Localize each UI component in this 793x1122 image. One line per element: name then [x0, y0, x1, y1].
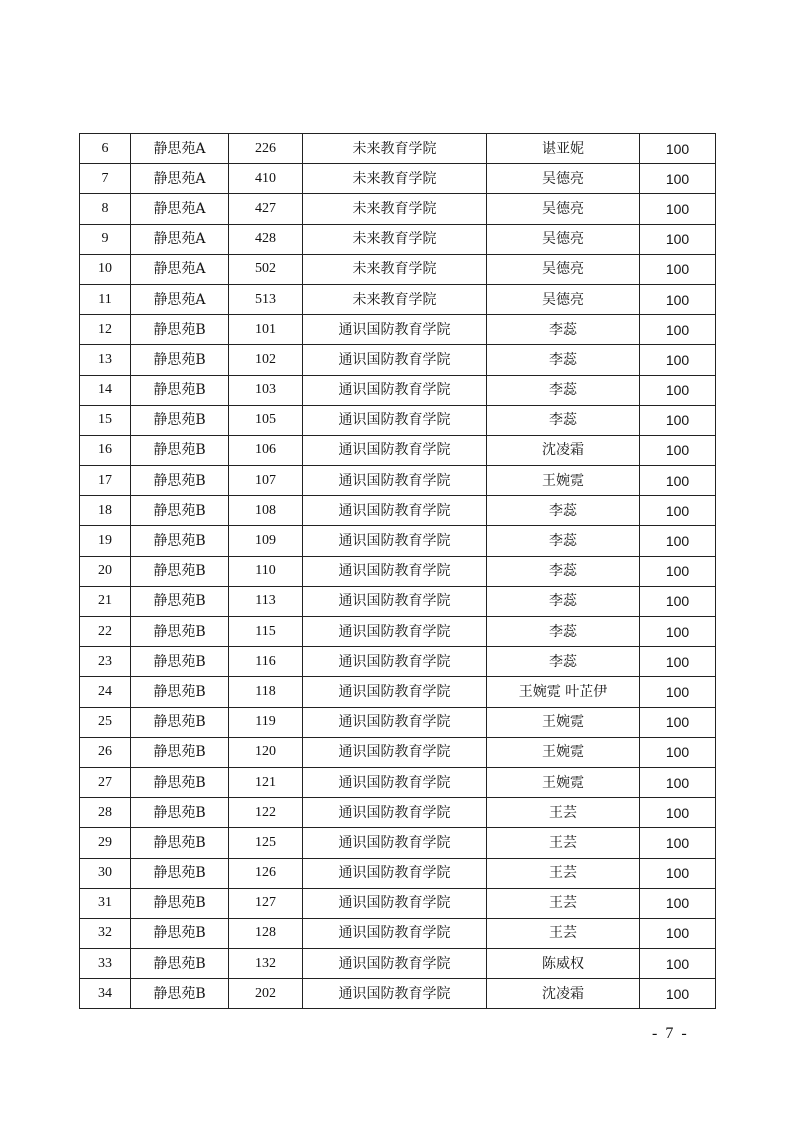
room-number-cell: 502: [229, 254, 303, 284]
college-cell: 通识国防教育学院: [303, 647, 487, 677]
person-cell: 陈威权: [487, 949, 640, 979]
room-number-cell: 102: [229, 345, 303, 375]
table-row: [80, 466, 716, 496]
score-cell: 100: [640, 315, 716, 345]
room-number-cell: 120: [229, 737, 303, 767]
person-cell: 李蕊: [487, 315, 640, 345]
table-row: [80, 979, 716, 1009]
room-number-cell: 103: [229, 375, 303, 405]
person-cell: 吴德亮: [487, 254, 640, 284]
table-row: [80, 134, 716, 164]
room-number-cell: 127: [229, 888, 303, 918]
score-cell: 100: [640, 405, 716, 435]
room-number-cell: 202: [229, 979, 303, 1009]
table-row: [80, 315, 716, 345]
person-cell: 王婉霓: [487, 707, 640, 737]
table-row: [80, 888, 716, 918]
building-cell: 静思苑B: [131, 617, 229, 647]
row-number-cell: 9: [80, 224, 131, 254]
row-number-cell: 17: [80, 466, 131, 496]
college-cell: 通识国防教育学院: [303, 435, 487, 465]
row-number-cell: 8: [80, 194, 131, 224]
row-number-cell: 27: [80, 767, 131, 797]
college-cell: 未来教育学院: [303, 284, 487, 314]
person-cell: 王婉霓: [487, 737, 640, 767]
college-cell: 通识国防教育学院: [303, 888, 487, 918]
row-number-cell: 31: [80, 888, 131, 918]
score-cell: 100: [640, 586, 716, 616]
table-row: [80, 164, 716, 194]
person-cell: 李蕊: [487, 405, 640, 435]
person-cell: 李蕊: [487, 526, 640, 556]
row-number-cell: 14: [80, 375, 131, 405]
row-number-cell: 24: [80, 677, 131, 707]
room-number-cell: 110: [229, 556, 303, 586]
room-number-cell: 410: [229, 164, 303, 194]
row-number-cell: 20: [80, 556, 131, 586]
college-cell: 通识国防教育学院: [303, 767, 487, 797]
college-cell: 未来教育学院: [303, 224, 487, 254]
score-cell: 100: [640, 767, 716, 797]
building-cell: 静思苑B: [131, 677, 229, 707]
college-cell: 通识国防教育学院: [303, 737, 487, 767]
table-row: [80, 556, 716, 586]
building-cell: 静思苑B: [131, 918, 229, 948]
table-row: [80, 647, 716, 677]
score-cell: 100: [640, 526, 716, 556]
score-cell: 100: [640, 284, 716, 314]
row-number-cell: 25: [80, 707, 131, 737]
building-cell: 静思苑B: [131, 949, 229, 979]
score-cell: 100: [640, 164, 716, 194]
college-cell: 通识国防教育学院: [303, 858, 487, 888]
row-number-cell: 7: [80, 164, 131, 194]
building-cell: 静思苑B: [131, 496, 229, 526]
table-row: [80, 707, 716, 737]
score-cell: 100: [640, 677, 716, 707]
person-cell: 王婉霓 叶芷伊: [487, 677, 640, 707]
table-row: [80, 677, 716, 707]
college-cell: 未来教育学院: [303, 164, 487, 194]
college-cell: 通识国防教育学院: [303, 707, 487, 737]
score-cell: 100: [640, 375, 716, 405]
score-cell: 100: [640, 556, 716, 586]
table-row: [80, 375, 716, 405]
score-cell: 100: [640, 345, 716, 375]
table-row: [80, 586, 716, 616]
building-cell: 静思苑B: [131, 767, 229, 797]
person-cell: 谌亚妮: [487, 134, 640, 164]
table-row: [80, 767, 716, 797]
row-number-cell: 33: [80, 949, 131, 979]
college-cell: 通识国防教育学院: [303, 556, 487, 586]
table-row: [80, 858, 716, 888]
college-cell: 通识国防教育学院: [303, 345, 487, 375]
college-cell: 通识国防教育学院: [303, 828, 487, 858]
room-number-cell: 113: [229, 586, 303, 616]
row-number-cell: 15: [80, 405, 131, 435]
person-cell: 王芸: [487, 858, 640, 888]
building-cell: 静思苑B: [131, 647, 229, 677]
college-cell: 通识国防教育学院: [303, 375, 487, 405]
building-cell: 静思苑B: [131, 375, 229, 405]
row-number-cell: 13: [80, 345, 131, 375]
room-number-cell: 226: [229, 134, 303, 164]
score-cell: 100: [640, 888, 716, 918]
row-number-cell: 30: [80, 858, 131, 888]
building-cell: 静思苑B: [131, 707, 229, 737]
row-number-cell: 34: [80, 979, 131, 1009]
person-cell: 王芸: [487, 828, 640, 858]
row-number-cell: 19: [80, 526, 131, 556]
table-row: [80, 828, 716, 858]
row-number-cell: 23: [80, 647, 131, 677]
building-cell: 静思苑B: [131, 435, 229, 465]
building-cell: 静思苑A: [131, 134, 229, 164]
row-number-cell: 28: [80, 798, 131, 828]
room-number-cell: 107: [229, 466, 303, 496]
table-row: [80, 345, 716, 375]
room-number-cell: 428: [229, 224, 303, 254]
row-number-cell: 10: [80, 254, 131, 284]
room-number-cell: 427: [229, 194, 303, 224]
college-cell: 通识国防教育学院: [303, 677, 487, 707]
row-number-cell: 12: [80, 315, 131, 345]
row-number-cell: 21: [80, 586, 131, 616]
building-cell: 静思苑A: [131, 254, 229, 284]
person-cell: 李蕊: [487, 345, 640, 375]
college-cell: 通识国防教育学院: [303, 526, 487, 556]
room-number-cell: 121: [229, 767, 303, 797]
room-number-cell: 118: [229, 677, 303, 707]
person-cell: 李蕊: [487, 375, 640, 405]
score-cell: 100: [640, 979, 716, 1009]
person-cell: 王婉霓: [487, 767, 640, 797]
score-cell: 100: [640, 435, 716, 465]
building-cell: 静思苑B: [131, 828, 229, 858]
room-number-cell: 132: [229, 949, 303, 979]
person-cell: 王芸: [487, 888, 640, 918]
building-cell: 静思苑A: [131, 194, 229, 224]
person-cell: 吴德亮: [487, 164, 640, 194]
college-cell: 通识国防教育学院: [303, 979, 487, 1009]
table-row: [80, 224, 716, 254]
row-number-cell: 22: [80, 617, 131, 647]
room-number-cell: 106: [229, 435, 303, 465]
room-number-cell: 105: [229, 405, 303, 435]
person-cell: 王芸: [487, 918, 640, 948]
table-row: [80, 798, 716, 828]
dormitory-score-table: [79, 133, 716, 1009]
score-cell: 100: [640, 466, 716, 496]
college-cell: 未来教育学院: [303, 194, 487, 224]
college-cell: 通识国防教育学院: [303, 315, 487, 345]
score-cell: 100: [640, 224, 716, 254]
college-cell: 通识国防教育学院: [303, 496, 487, 526]
building-cell: 静思苑A: [131, 224, 229, 254]
table-row: [80, 737, 716, 767]
row-number-cell: 6: [80, 134, 131, 164]
score-cell: 100: [640, 647, 716, 677]
room-number-cell: 125: [229, 828, 303, 858]
college-cell: 通识国防教育学院: [303, 617, 487, 647]
person-cell: 吴德亮: [487, 284, 640, 314]
college-cell: 通识国防教育学院: [303, 405, 487, 435]
person-cell: 吴德亮: [487, 194, 640, 224]
score-cell: 100: [640, 134, 716, 164]
college-cell: 通识国防教育学院: [303, 798, 487, 828]
person-cell: 李蕊: [487, 496, 640, 526]
person-cell: 李蕊: [487, 586, 640, 616]
person-cell: 王婉霓: [487, 466, 640, 496]
college-cell: 未来教育学院: [303, 134, 487, 164]
building-cell: 静思苑B: [131, 405, 229, 435]
room-number-cell: 126: [229, 858, 303, 888]
score-cell: 100: [640, 254, 716, 284]
row-number-cell: 32: [80, 918, 131, 948]
table-row: [80, 254, 716, 284]
room-number-cell: 108: [229, 496, 303, 526]
score-cell: 100: [640, 918, 716, 948]
score-cell: 100: [640, 737, 716, 767]
table-body: [80, 134, 716, 1009]
building-cell: 静思苑B: [131, 526, 229, 556]
room-number-cell: 101: [229, 315, 303, 345]
table-row: [80, 435, 716, 465]
score-cell: 100: [640, 707, 716, 737]
score-cell: 100: [640, 828, 716, 858]
person-cell: 李蕊: [487, 556, 640, 586]
table-row: [80, 496, 716, 526]
person-cell: 沈凌霜: [487, 979, 640, 1009]
table-row: [80, 284, 716, 314]
college-cell: 通识国防教育学院: [303, 586, 487, 616]
person-cell: 李蕊: [487, 647, 640, 677]
person-cell: 吴德亮: [487, 224, 640, 254]
page-number: - 7 -: [652, 1025, 689, 1042]
building-cell: 静思苑B: [131, 798, 229, 828]
building-cell: 静思苑B: [131, 586, 229, 616]
row-number-cell: 29: [80, 828, 131, 858]
building-cell: 静思苑B: [131, 888, 229, 918]
table-row: [80, 949, 716, 979]
score-cell: 100: [640, 798, 716, 828]
college-cell: 通识国防教育学院: [303, 466, 487, 496]
room-number-cell: 122: [229, 798, 303, 828]
score-cell: 100: [640, 949, 716, 979]
person-cell: 李蕊: [487, 617, 640, 647]
score-cell: 100: [640, 194, 716, 224]
person-cell: 沈凌霜: [487, 435, 640, 465]
row-number-cell: 16: [80, 435, 131, 465]
row-number-cell: 26: [80, 737, 131, 767]
person-cell: 王芸: [487, 798, 640, 828]
building-cell: 静思苑B: [131, 315, 229, 345]
building-cell: 静思苑A: [131, 284, 229, 314]
building-cell: 静思苑A: [131, 164, 229, 194]
college-cell: 通识国防教育学院: [303, 918, 487, 948]
room-number-cell: 513: [229, 284, 303, 314]
college-cell: 通识国防教育学院: [303, 949, 487, 979]
table-row: [80, 194, 716, 224]
row-number-cell: 18: [80, 496, 131, 526]
row-number-cell: 11: [80, 284, 131, 314]
room-number-cell: 119: [229, 707, 303, 737]
table-row: [80, 918, 716, 948]
room-number-cell: 115: [229, 617, 303, 647]
building-cell: 静思苑B: [131, 345, 229, 375]
building-cell: 静思苑B: [131, 979, 229, 1009]
building-cell: 静思苑B: [131, 556, 229, 586]
college-cell: 未来教育学院: [303, 254, 487, 284]
room-number-cell: 116: [229, 647, 303, 677]
building-cell: 静思苑B: [131, 858, 229, 888]
table-row: [80, 617, 716, 647]
score-cell: 100: [640, 617, 716, 647]
room-number-cell: 128: [229, 918, 303, 948]
room-number-cell: 109: [229, 526, 303, 556]
table-row: [80, 526, 716, 556]
table-row: [80, 405, 716, 435]
building-cell: 静思苑B: [131, 737, 229, 767]
score-cell: 100: [640, 496, 716, 526]
score-cell: 100: [640, 858, 716, 888]
building-cell: 静思苑B: [131, 466, 229, 496]
